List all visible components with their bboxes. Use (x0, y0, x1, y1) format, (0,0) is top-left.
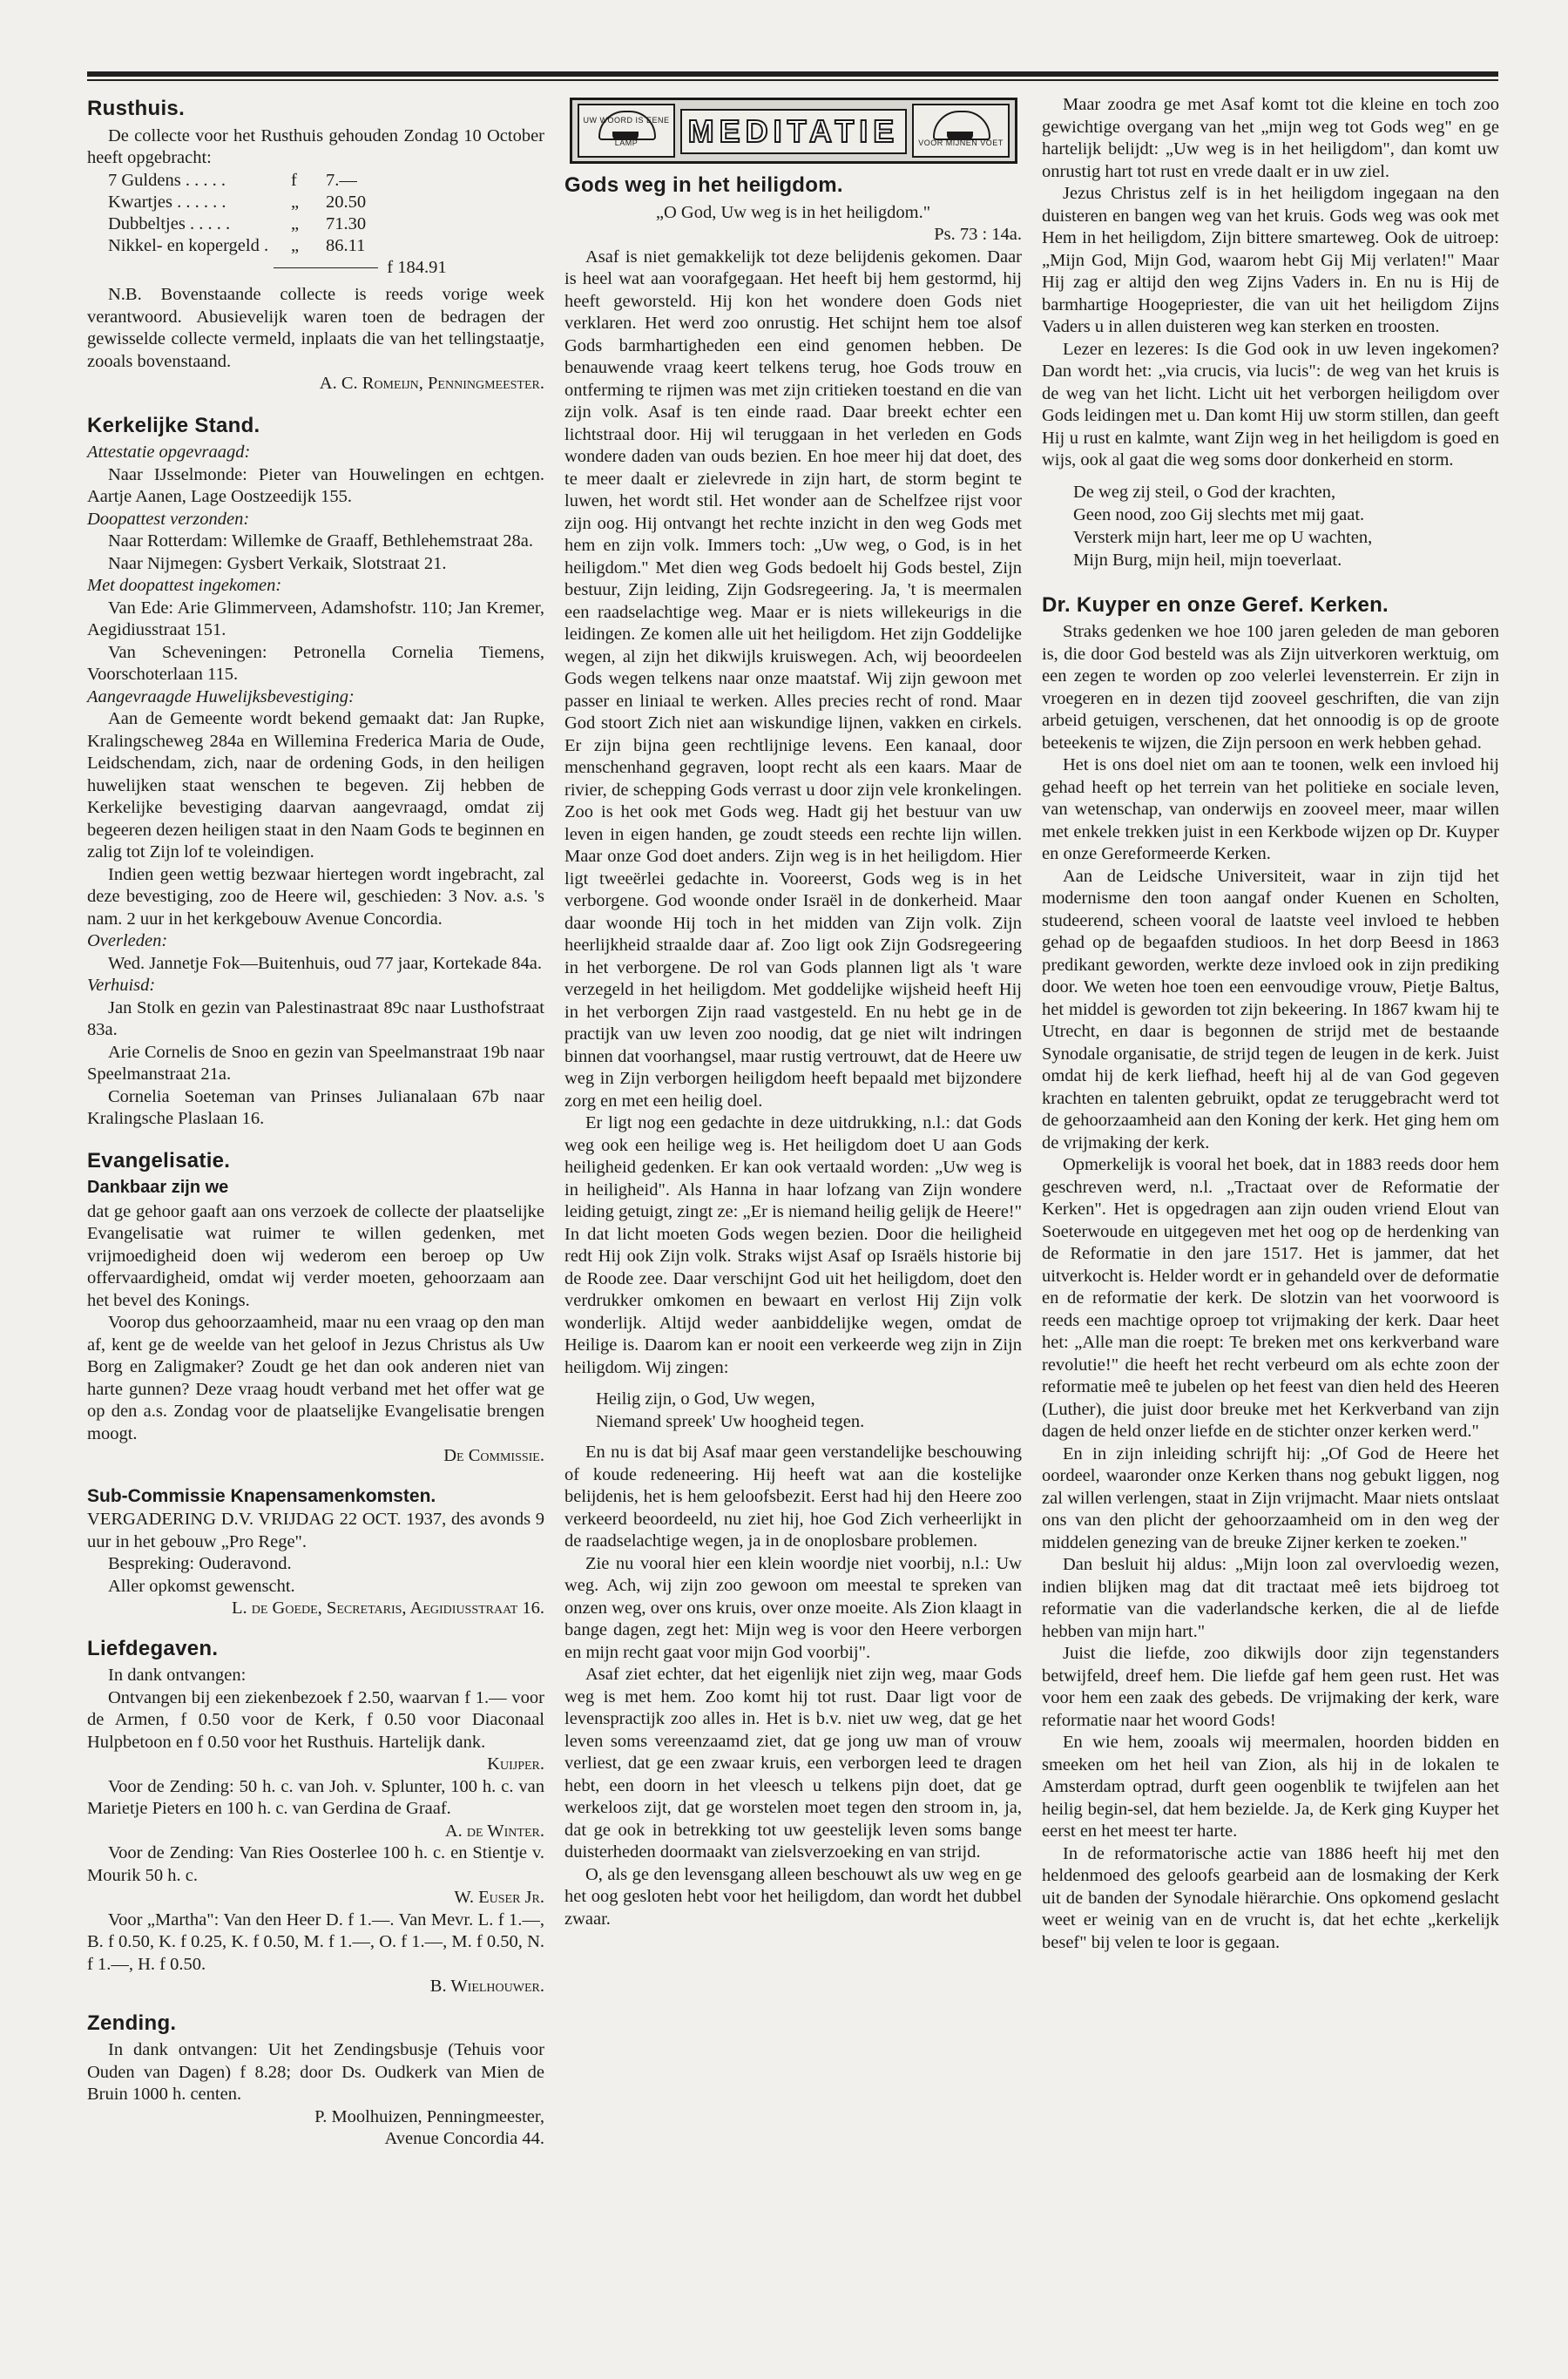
section-title-rusthuis: Rusthuis. (87, 97, 186, 120)
subcommissie-signature: L. de Goede, Secretaris, Aegidiusstraat 16. (231, 1598, 544, 1618)
category-label: Doopattest verzonden: (87, 509, 250, 529)
liefdegaven-signature: B. Wielhouwer. (429, 1977, 544, 1996)
header-rule-thin (87, 79, 1498, 81)
section-title-kerkelijk: Kerkelijke Stand. (87, 413, 260, 437)
meditatie-banner (570, 98, 1017, 164)
table-row: Dubbeltjes . . . . . „ 71.30 (108, 213, 367, 233)
liefdegaven-text: Voor de Zending: Van Ries Oosterlee 100 h. c. en Stientje v. Mourik 50 h. c. (87, 1843, 544, 1885)
kuyper-paragraph: In de reformatorische actie van 1886 heeft hij met den heldenmoed des geloofs gearbeid aan de losmaking der Kerk uit de banden der Synodale hiërarchie. Ons opkomend geslacht weet er weinig van en de vrucht is, dat het echte „kerkelijk besef" bij velen te loor is gegaan. (1042, 1843, 1499, 1952)
liefdegaven-text: Voor „Martha": Van den Heer D. f 1.—. Van Mevr. L. f 1.—, B. f 0.50, K. f 0.25, K. f 0.50, M. f 1.—, O. f 1.—, M. f 0.50, N. f 1.—, H. f 0.50. (87, 1909, 544, 1974)
hymn-quote: De weg zij steil, o God der krachten, Geen nood, zoo Gij slechts met mij gaat. Versterk mijn hart, leer me op U wachten, Mijn Burg, mijn heil, mijn toeverlaat. (1073, 482, 1373, 570)
meditatie-paragraph: Asaf is niet gemakkelijk tot deze belijdenis gekomen. Daar is heel wat aan voorafgegaan. Het heeft bij hem gestormd, hij heeft geworsteld. Hij kon het wondere doen Gods niet verklaren. Het werd zoo onrustig. Het schijnt hem toe alsof Gods barmhartigheden een eind genomen hebben. De benauwende vraag keert telkens terug, hoe Gods trouw en ontferming te rijmen was met zijn critieken toestand en die van zijn volk. Asaf is ten einde raad. Daar breekt echter een lichtstraal door. Hij wil teruggaan in het verleden en Gods wondere daden van ouds bezien. En hoe meer hij dat doet, des te meer daalt er zielevrede in zijn hart, de storm begint te luwen, het wordt stil. Het wonder aan de Schelfzee rijst voor zijn oog. Hij ontvangt het rechte inzicht in den weg Gods met hem en zijn volk. Immers toch: „Uw weg, o God, is in het heiligdom." Met dien weg Gods bedoelt hij Gods bestel, Zijn bestuur, Zijn leiding, Zijn Godsregeering. Ja, 't is meermalen een raadselachtige weg. Maar er is niets willekeurigs in die leidingen. Ze komen alle uit het heiligdom. Het zijn Goddelijke wegen, al zijn het dikwijls kruiswegen. Ach, wij beoordeelen Gods wegen telkens naar onze maatstaf. Wij zijn gewoon met passer en liniaal te werken. Alles precies recht of rond. Maar God stoort Zich niet aan wiskundige lijnen, vakken en cirkels. Er zijn bijna geen rechtlijnige levens. Een kanaal, door menschenhand gegraven, loopt recht als een kaars. Maar de rivier, de schepping Gods verrast u door zijn vele kronkelingen. Zoo is het ook met Gods weg. Hadt gij het bestuur van uw leven in eigen handen, ge zoudt steeds een rechte lijn willen. Maar onze God doet anders. Zijn weg is in het heiligdom. Hier ligt tweeërlei gedachte in. Vooreerst, Gods weg is in het verborgene. God woonde onder Israël in de donkerheid. Maar daar woonde Hij toch in het midden van Zijn volk. Zijn heerlijkheid straalde daar af. Zoo ligt ook Zijn Godsregeering in het verborgene. De rol van Gods plannen ligt als 't ware verzegeld in het heiligdom. Met goddelijke wijsheid heeft Hij in het verborgen Zijn raad vastgesteld. En nu hebt ge in de practijk van uw leven zoo noodig, dat ge niet wilt indringen binnen dat voorhangsel, maar rustig vertrouwt, dat de Heere uw weg in Zijn verborgen heiligdom heeft bepaald met bijzondere zorg en met een heilig doel. (564, 247, 1022, 1111)
meditatie-title: Gods weg in het heiligdom. (564, 173, 843, 197)
liefdegaven-text: In dank ontvangen: (108, 1666, 247, 1685)
subcommissie-text: Aller opkomst gewenscht. (108, 1576, 295, 1596)
subcommissie-text: VERGADERING D.V. VRIJDAG 22 OCT. 1937, des avonds 9 uur in het gebouw „Pro Rege". (87, 1510, 544, 1551)
table-row: Kwartjes . . . . . . „ 20.50 (108, 192, 367, 212)
meditatie-paragraph: Lezer en lezeres: Is die God ook in uw leven ingekomen? Dan wordt het: „via crucis, via lucis": de weg van het kruis is de weg van het licht. Licht uit het verborgen heiligdom over Gods leidingen met u. Dan komt Hij uw storm stillen, dan geeft Hij u rust en kalmte, want Zijn weg in het heiligdom is goed en wijs, ook al gaat die weg soms door donkerheid en storm. (1042, 339, 1499, 470)
column-left (87, 94, 544, 2151)
entry-text: Wed. Jannetje Fok—Buitenhuis, oud 77 jaar, Kortekade 84a. (108, 953, 542, 973)
meditatie-paragraph: Zie nu vooral hier een klein woordje niet voorbij, n.l.: Uw weg. Ach, wij zijn zoo gewoon om meestal te spreken van onzen weg, over ons kruis, over onze moeite. Als Zion klaagt in bange dagen, zegt het: Mijn weg is voor den Heere verborgen en mijn recht gaat voor mijn God voorbij". (564, 1553, 1022, 1662)
kuyper-paragraph: Straks gedenken we hoe 100 jaren geleden de man geboren is, die door God besteld was als Zijn uitverkoren werktuig, om een zegen te worden op zoo velerlei levensterrein. Er zijn in vroegeren en in dezen tijd zooveel geschriften, die van zijn arbeid getuigen, verschenen, dat het onnoodig is op de groote beteekenis te wijzen, die Zijn persoon en werk hebben gehad. (1042, 622, 1499, 753)
evangelisatie-text: dat ge gehoor gaaft aan ons verzoek de collecte der plaatselijke Evangelisatie wat ruimer te willen gedenken, met vrijmoedigheid doen wij wederom een beroep op Uw offervaardigheid, omdat wij verder moeten, gehoorzaam aan het bevel des Konings. (87, 1201, 544, 1310)
entry-text: Cornelia Soeteman van Prinses Julianalaan 67b naar Kralingsche Plaslaan 16. (87, 1086, 544, 1128)
entry-text: Van Ede: Arie Glimmerveen, Adamshofstr. 110; Jan Kremer, Aegidiusstraat 151. (87, 598, 544, 639)
kuyper-paragraph: Aan de Leidsche Universiteit, waar in zijn tijd het modernisme den toon aangaf onder Kuenen en Scholten, studeerend, scheen vooral de laatste veel invloed te hebben gehad op de begaafden studioos. In het dorp Beesd in 1863 predikant geworden, werkte deze invloed ook in zijn prediking door. We weten hoe toen een eenvoudige vrouw, Pietje Baltus, het middel is geworden tot zijn bekeering. In 1867 kwam hij te Utrecht, en daar is begonnen de strijd met de bestaande Synodale organisatie, de strijd tegen de leugen in de kerk. Juist omdat hij de kerk liefhad, heeft hij al de van God gegeven krachten en talenten gebruikt, opdat ze teruggebracht werd tot de gehoorzaamheid aan den Koning der kerk. Het ging hem om de vrijmaking der kerk. (1042, 866, 1499, 1152)
banner-title: MEDITATIE (687, 113, 900, 150)
entry-text: Aan de Gemeente wordt bekend gemaakt dat: Jan Rupke, Kralingscheweg 284a en Willemina Frederica Maria de Oude, Leidschendam, zich, naar de ordening Gods, in den heiligen huwelijken staat wenschen te begeven. Zij hebben de Kerkelijke bevestiging daarvan aangevraagd, omdat zij begeeren dezen heiligen staat in den Naam Gods te beginnen en zalig tot Zijn lof te voleindigen. (87, 709, 544, 862)
category-label: Aangevraagde Huwelijksbevestiging: (87, 686, 355, 706)
section-title-evangelisatie: Evangelisatie. (87, 1148, 231, 1173)
liefdegaven-signature: W. Euser Jr. (454, 1888, 544, 1907)
meditatie-paragraph: O, als ge den levensgang alleen beschouwt als uw weg en ge het oog gesloten hebt voor het heiligdom, dan wordt het dubbel zwaar. (564, 1864, 1022, 1929)
zending-text: In dank ontvangen: Uit het Zendingsbusje (Tehuis voor Ouden van Dagen) f 8.28; door Ds. Oudkerk van Mien de Bruin 1000 h. centen. (87, 2040, 544, 2104)
rusthuis-signature: A. C. Romeijn, Penningmeester. (319, 374, 544, 393)
rusthuis-note: N.B. Bovenstaande collecte is reeds vorige week verantwoord. Abusievelijk waren toen de bedragen der gewisselde collecte vermeld, inplaats die van het tellingstaatje, zooals bovenstaand. (87, 285, 544, 371)
lamp-emblem-right: VOOR MIJNEN VOET (912, 104, 1010, 158)
kuyper-paragraph: Opmerkelijk is vooral het boek, dat in 1883 reeds door hem geschreven werd, n.l. „Tractaat over de Reformatie der Kerken". Het is opgedragen aan zijn ouden vriend Elout van Soeterwoude en uitgegeven met het oog op de herdenking van de Reformatie in den jare 1517. Het is jammer, dat het uitverkocht is. Helder wordt er in gehandeld over de deformatie en de reformatie der kerk. De slotzin van het voorwoord is reeds een machtige oproep tot vrijmaking der kerk. Daar heet het: „Alle man die roept: Te breken met ons kerkverband ware revolutie!" die heeft het recht verbeurd om als echte zoon der reformatie meê te jubelen op het feest van dien held des Heeren (Luther), die juist door breuke met het Kerkverband van zijn dagen de held onzer liefde en de stichter onzer kerken werd." (1042, 1155, 1499, 1441)
evangelisatie-text: Voorop dus gehoorzaamheid, maar nu een vraag op den man af, kent ge de weelde van het geloof in Jezus Christus als Uw Borg en Zaligmaker? Zoudt ge het dan ook anderen niet van harte gunnen? Deze vraag houdt verband met het offer wat ge op den a.s. Zondag voor de plaatselijke Evangelisatie brengen moogt. (87, 1313, 544, 1443)
section-title-kuyper: Dr. Kuyper en onze Geref. Kerken. (1042, 592, 1389, 617)
meditatie-paragraph: Er ligt nog een gedachte in deze uitdrukking, n.l.: dat Gods weg ook een heilige weg is. Het heiligdom doet U aan Gods heiligheid gedenken. Er kan ook vertaald worden: „Uw weg is in heiligheid". Als Hanna in haar lofzang van Zijn wondere leiding getuigt, zingt ze: „Er is niemand heilig gelijk de Heere!" In dat licht moeten Gods wegen bezien. Door die heiligheid redt Hij ook Zijn volk. Straks wijst Asaf op Israëls historie bij de Roode zee. Daar verschijnt God uit het heiligdom, doet den verdrukker omkomen en bewaart en verlost Hij Zijn volk wonderlijk. Altijd weder aanbiddelijke wegen, omdat de Heilige is. Daarom kan er nooit een verkeerde weg zijn in Zijn heiligdom. Wij zingen: (564, 1113, 1022, 1377)
meditatie-paragraph: Asaf ziet echter, dat het eigenlijk niet zijn weg, maar Gods weg is met hem. Zoo komt hij tot rust. Daar ligt voor de levenspractijk zoo alles in. Het is b.v. niet uw weg, dat ge het leven soms vereenzaamd ziet, dat ge jong uw man of vrouw verliest, dat ge een zwaar kruis, een verborgen leed te dragen hebt, een doorn in het vleesch u telkens pijn doet, dat ge werkeloos zijt, dat ge worstelen moet tegen den stroom in, ja, dat ge ook in betrekking tot uw geestelijk leven soms bange duisterheden doormaakt van zielsverzoeking en van strijd. (564, 1665, 1022, 1862)
collection-table (108, 170, 395, 257)
table-row: 7 Guldens . . . . . f 7.— (108, 170, 357, 190)
liefdegaven-text: Voor de Zending: 50 h. c. van Joh. v. Splunter, 100 h. c. van Marietje Pieters en 100 h. c. van Gerdina de Graaf. (87, 1776, 544, 1818)
entry-text: Indien geen wettig bezwaar hiertegen wordt ingebracht, zal deze bevestiging, zoo de Heere wil, geschieden: 3 Nov. a.s. 's nam. 2 uur in het kerkgebouw Avenue Concordia. (87, 864, 544, 929)
category-label: Overleden: (87, 931, 168, 950)
subsection-title: Dankbaar zijn we (87, 1178, 229, 1197)
liefdegaven-text: Ontvangen bij een ziekenbezoek f 2.50, waarvan f 1.— voor de Armen, f 0.50 voor de Kerk, f 0.50 voor Diaconaal Hulpbetoon en f 0.50 voor het Rusthuis. Hartelijk dank. (87, 1687, 544, 1752)
kuyper-paragraph: Het is ons doel niet om aan te toonen, welk een invloed hij gehad heeft op het terrein van het politieke en sociale leven, van wetenschap, van onderwijs en zooveel meer, maar willen met enkele trekken juist in een Kerkbode wijzen op Dr. Kuyper en onze Gereformeerde Kerken. (1042, 755, 1499, 863)
column-middle (564, 94, 1022, 1930)
liefdegaven-signature: Kuijper. (487, 1754, 544, 1774)
meditatie-reference: Ps. 73 : 14a. (934, 225, 1022, 244)
table-row: Nikkel- en kopergeld . „ 86.11 (108, 235, 366, 255)
entry-text: Arie Cornelis de Snoo en gezin van Speelmanstraat 19b naar Speelmanstraat 21a. (87, 1042, 544, 1084)
liefdegaven-signature: A. de Winter. (444, 1821, 544, 1841)
entry-text: Van Scheveningen: Petronella Cornelia Tiemens, Voorschoterlaan 115. (87, 642, 544, 684)
section-title-subcommissie: Sub-Commissie Knapensamenkomsten. (87, 1485, 436, 1506)
section-title-zending: Zending. (87, 2011, 177, 2035)
entry-text: Naar IJsselmonde: Pieter van Houwelingen en echtgen. Aartje Aanen, Lage Oostzeedijk 155. (87, 464, 544, 506)
banner-title-box (680, 109, 907, 154)
kuyper-paragraph: Juist die liefde, zoo dikwijls door zijn tegenstanders betwijfeld, dreef hem. Die liefde gaf hem geen rust. Het was voor hem een zaak des gebeds. De vrijmaking der kerk, ware reformatie naar het woord Gods! (1042, 1644, 1499, 1730)
meditatie-paragraph: Jezus Christus zelf is in het heiligdom ingegaan na den duisteren en bangen weg van het kruis. Gods weg was ook met Hem in het heiligdom, Zijn bittere smarteweg. Ook de uitroep: „Mijn God, Mijn God, waarom hebt Gij Mij verlaten!" Maar Hij zag er altijd den weg Zijns Vaders in. En nu is Hij de barmhartige Hoogepriester, die van uit het heiligdom Zijns Vaders u in allen duisteren weg kan sterken en troosten. (1042, 184, 1499, 336)
category-label: Attestatie opgevraagd: (87, 443, 251, 462)
section-title-liefdegaven: Liefdegaven. (87, 1636, 219, 1660)
category-label: Verhuisd: (87, 976, 156, 995)
entry-text: Naar Rotterdam: Willemke de Graaff, Bethlehemstraat 28a. (108, 531, 533, 551)
collection-total: f 184.91 (108, 257, 544, 280)
hymn-quote: Heilig zijn, o God, Uw wegen, Niemand spreek' Uw hoogheid tegen. (596, 1389, 865, 1431)
meditatie-paragraph: En nu is dat bij Asaf maar geen verstandelijke beschouwing of koude redeneering. Hij heeft wat aan die kostelijke belijdenis, het is hem geloofsbezit. Eerst had hij den Heere zoo verkeerd beoordeeld, nu ziet hij, hoe God Zich verheerlijkt in de raadselachtige wegen, ja in de onoplosbare problemen. (564, 1443, 1022, 1551)
entry-text: Naar Nijmegen: Gysbert Verkaik, Slotstraat 21. (108, 553, 447, 573)
kuyper-paragraph: En in zijn inleiding schrijft hij: „Of God de Heere het oordeel, waaronder onze Kerken thans nog gebukt liggen, nog zal willen verlengen, staat in Zijn vrijmacht. Maar niets ontslaat ons van den plicht der gehoorzaamheid om in den weg der middelen genezing van de breuke Zijner kerken te zoeken." (1042, 1443, 1499, 1552)
evangelisatie-signature: De Commissie. (443, 1446, 544, 1465)
zending-signature: P. Moolhuizen, Penningmeester, (314, 2106, 544, 2126)
kuyper-paragraph: Dan besluit hij aldus: „Mijn loon zal overvloedig wezen, indien blijken mag dat dit tractaat meê iets bijdroeg tot reformatie van die vaderlandsche kerken, die al de liefde hebben van mijn hart." (1042, 1555, 1499, 1641)
rusthuis-intro: De collecte voor het Rusthuis gehouden Zondag 10 October heeft opgebracht: (87, 125, 544, 167)
entry-text: Jan Stolk en gezin van Palestinastraat 89c naar Lusthofstraat 83a. (87, 997, 544, 1039)
category-label: Met doopattest ingekomen: (87, 576, 282, 595)
meditatie-verse: „O God, Uw weg is in het heiligdom." (655, 202, 931, 222)
header-rule-thick (87, 71, 1498, 77)
lamp-emblem-left: UW WOORD IS EENE LAMP (578, 104, 675, 158)
kuyper-paragraph: En wie hem, zooals wij meermalen, hoorden bidden en smeeken om het heil van Zion, als hij in de lokalen te Amsterdam optrad, durft geen oogenblik te twijfelen aan het heilig begin-sel, dat hem bezielde. Ja, de Kerk ging Kuyper het eerst en het meest ter harte. (1042, 1733, 1499, 1841)
subcommissie-text: Bespreking: Ouderavond. (108, 1554, 292, 1573)
column-right (1042, 94, 1499, 1954)
meditatie-paragraph: Maar zoodra ge met Asaf komt tot die kleine en toch zoo gewichtige overgang van het „mijn weg tot Gods weg" en ge hartelijk belijdt: „Uw weg is in het heiligdom", dan komt uw onrustig hart tot rust en vrede daalt er in uw ziel. (1042, 95, 1499, 181)
zending-address: Avenue Concordia 44. (384, 2129, 544, 2148)
